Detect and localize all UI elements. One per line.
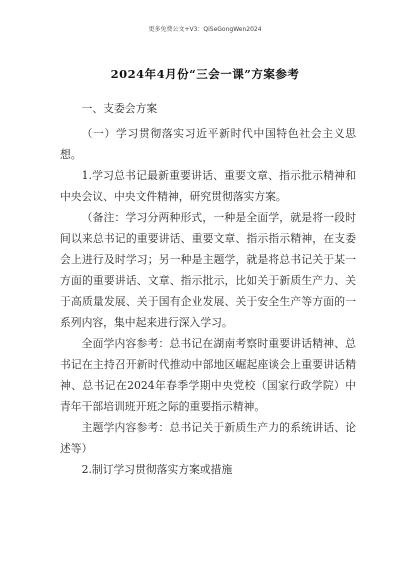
body-paragraph: 全面学内容参考：总书记在湖南考察时重要讲话精神、总书记在主持召开新时代推动中部地区崛起座谈会上重要讲话精神、总书记在2024年春季学期中央党校（国家行政学院）中青年干部培训班开班之际的重要指示精神。 (60, 337, 356, 413)
body-paragraph: 1.学习总书记最新重要讲话、重要文章、指示批示精神和中央会议、中央文件精神，研究贯彻落实方案。 (60, 169, 356, 203)
body-paragraph: 主题学内容参考：总书记关于新质生产力的系统讲话、论述等） (60, 421, 356, 455)
header-note: 更多免费公文+V3：QiSeGongWen2024 (148, 26, 262, 33)
body-paragraph: 2.制订学习贯彻落实方案或措施 (81, 463, 233, 476)
section-heading: 一、支委会方案 (81, 102, 158, 115)
document-title: 2024年4月份“三会一课”方案参考 (110, 67, 300, 81)
subsection-heading: （一）学习贯彻落实习近平新时代中国特色社会主义思想。 (60, 127, 356, 161)
document-body (60, 98, 356, 480)
body-paragraph: （备注：学习分两种形式，一种是全面学，就是将一段时间以来总书记的重要讲话、重要文章、指示指示精神，在支委会上进行及时学习；另一种是主题学，就是将总书记关于某一方面的重要讲话、文章、指示批示，比如关于新质生产力、关于高质量发展、关于国有企业发展、关于安全生产等方面的一系列内容，集中起来进行深入学习。 (60, 211, 356, 329)
